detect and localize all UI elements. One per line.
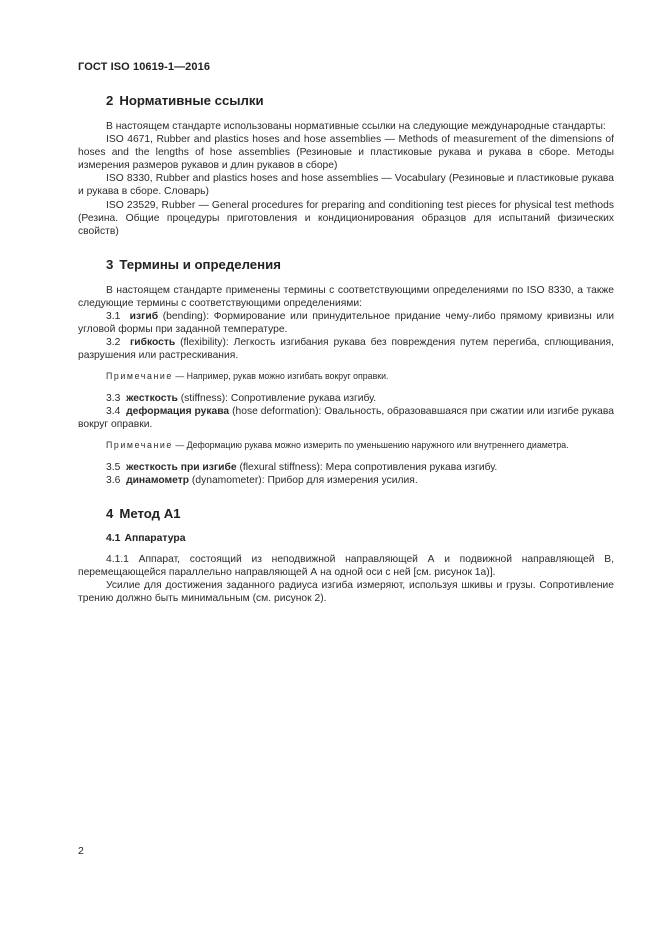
note-text: — Например, рукав можно изгибать вокруг оправки. <box>172 371 389 382</box>
normative-reference: ISO 23529, Rubber — General procedures for preparing and conditioning test pieces for physical test methods (Резина. Общие процедуры приготовления и кондиционирования образцов для испытаний физических свойств) <box>78 199 614 237</box>
note-text: — Деформацию рукава можно измерить по уменьшению наружного или внутреннего диаметра. <box>172 440 569 451</box>
term-text: (flexibility): Легкость изгибания рукава без повреждения путем перегиба, сплющивания, разрушения или растрескивания. <box>78 337 614 362</box>
term-text: (dynamometer): Прибор для измерения усилия. <box>189 474 418 486</box>
term-number: 3.4 <box>106 406 121 418</box>
term-number: 3.5 <box>106 461 121 473</box>
term-text: (hose deformation): Овальность, образовавшаяся при сжатии или изгибе рукава вокруг оправки. <box>78 406 614 431</box>
section-3-heading <box>106 257 614 272</box>
method-paragraph: Усилие для достижения заданного радиуса изгиба измеряют, используя шкивы и грузы. Сопротивление трению должно быть минимальным (см. рисунок 2). <box>78 580 614 605</box>
term-name: деформация рукава <box>126 406 230 418</box>
section-title: Метод А1 <box>119 506 181 522</box>
document-code: ГОСТ ISO 10619-1—2016 <box>78 61 211 73</box>
term-name: жесткость <box>126 393 178 404</box>
term-name: изгиб <box>129 311 159 323</box>
term-name: жесткость при изгибе <box>126 461 237 473</box>
term-definition <box>78 474 614 487</box>
note <box>78 371 614 383</box>
section-number: 2 <box>106 93 114 108</box>
note <box>78 440 614 452</box>
page-content <box>78 93 614 605</box>
note-label: Примечание <box>106 440 173 451</box>
note-label: Примечание <box>106 371 173 382</box>
term-text: (stiffness): Сопротивление рукава изгибу. <box>177 393 377 404</box>
section-number: 4 <box>106 506 114 522</box>
section-title: Термины и определения <box>119 256 281 272</box>
term-definition <box>78 336 614 362</box>
term-definition <box>78 461 614 474</box>
subsection-4-1-heading <box>106 533 614 544</box>
term-number: 3.6 <box>106 474 121 486</box>
term-name: гибкость <box>130 337 176 349</box>
section-2-intro: В настоящем стандарте использованы нормативные ссылки на следующие международные стандарты: <box>106 121 606 132</box>
term-number: 3.3 <box>106 393 121 404</box>
term-number: 3.1 <box>106 311 121 323</box>
term-number: 3.2 <box>106 337 121 349</box>
term-name: динамометр <box>126 474 190 486</box>
section-3-intro: В настоящем стандарте применены термины с соответствующими определениями по ISO 8330, а также следующие термины с соответствующими определениями: <box>78 284 614 309</box>
section-number: 3 <box>106 256 114 272</box>
normative-reference: ISO 4671, Rubber and plastics hoses and hose assemblies — Methods of measurement of the dimensions of hoses and the lengths of hose assemblies (Резиновые и пластиковые рукава и рукава в сборе. Методы измерения размеров рукавов и длин рукавов в сборе) <box>78 134 614 172</box>
section-4-heading <box>106 506 614 521</box>
method-paragraph: 4.1.1 Аппарат, состоящий из неподвижной направляющей А и подвижной направляющей В, перемещающейся параллельно направляющей А на одной оси с ней [см. рисунок 1а)]. <box>78 554 614 579</box>
subsection-number: 4.1 <box>106 533 121 545</box>
term-definition <box>78 310 614 336</box>
term-definition <box>78 392 614 405</box>
section-2-heading <box>106 93 614 108</box>
subsection-title: Аппаратура <box>124 533 186 545</box>
page-number: 2 <box>78 845 84 857</box>
term-definition <box>78 405 614 431</box>
section-title: Нормативные ссылки <box>119 93 264 108</box>
normative-reference: ISO 8330, Rubber and plastics hoses and hose assemblies — Vocabulary (Резиновые и пластиковые рукава и рукава в сборе. Словарь) <box>78 173 614 198</box>
term-text: (flexural stiffness): Мера сопротивления рукава изгибу. <box>236 461 498 473</box>
term-text: (bending): Формирование или принудительное придание чему-либо прямому кривизны или угловой формы при заданной температуре. <box>78 311 614 336</box>
